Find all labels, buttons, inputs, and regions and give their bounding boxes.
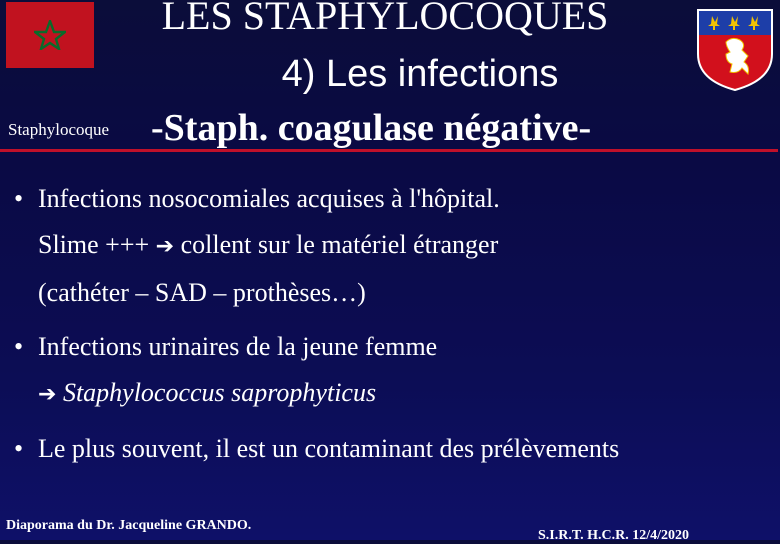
small-label: Staphylocoque — [8, 120, 110, 139]
slide-title: LES STAPHYLOCOQUES — [161, 0, 609, 38]
arrow-right-icon: ➔ — [38, 382, 57, 407]
bullet-marker: • — [14, 434, 24, 463]
arrow-right-icon: ➔ — [155, 234, 175, 259]
bullet-line: Infections urinaires de la jeune femme — [38, 332, 438, 361]
bullet-line: (cathéter – SAD – prothèses…) — [38, 278, 366, 307]
lyon-coat-of-arms-icon — [696, 8, 774, 92]
bullet-line: Le plus souvent, il est un contaminant des prélèvements — [38, 434, 620, 463]
section-heading: -Staph. coagulase négative- — [151, 107, 592, 149]
bullet-list — [14, 176, 774, 472]
bullet-marker: • — [14, 332, 24, 361]
divider-rule — [0, 149, 778, 152]
slide-subtitle: 4) Les infections — [281, 53, 559, 95]
bullet-marker: • — [14, 184, 24, 213]
bullet-line: Infections nosocomiales acquises à l'hôpital. — [38, 184, 500, 213]
footer-date: S.I.R.T. H.C.R. 12/4/2020 — [538, 528, 690, 543]
morocco-flag-icon — [6, 2, 94, 68]
bullet-item-contaminant — [14, 426, 774, 472]
bullet-item-urinaires — [14, 324, 774, 418]
star-icon — [34, 20, 66, 50]
bullet-line: Slime +++ ➔ collent sur le matériel étranger — [38, 230, 499, 259]
bullet-line: ➔ Staphylococcus saprophyticus — [38, 378, 377, 407]
footer-author: Diaporama du Dr. Jacqueline GRANDO. — [6, 518, 252, 533]
bullet-item-nosocomial — [14, 176, 774, 316]
